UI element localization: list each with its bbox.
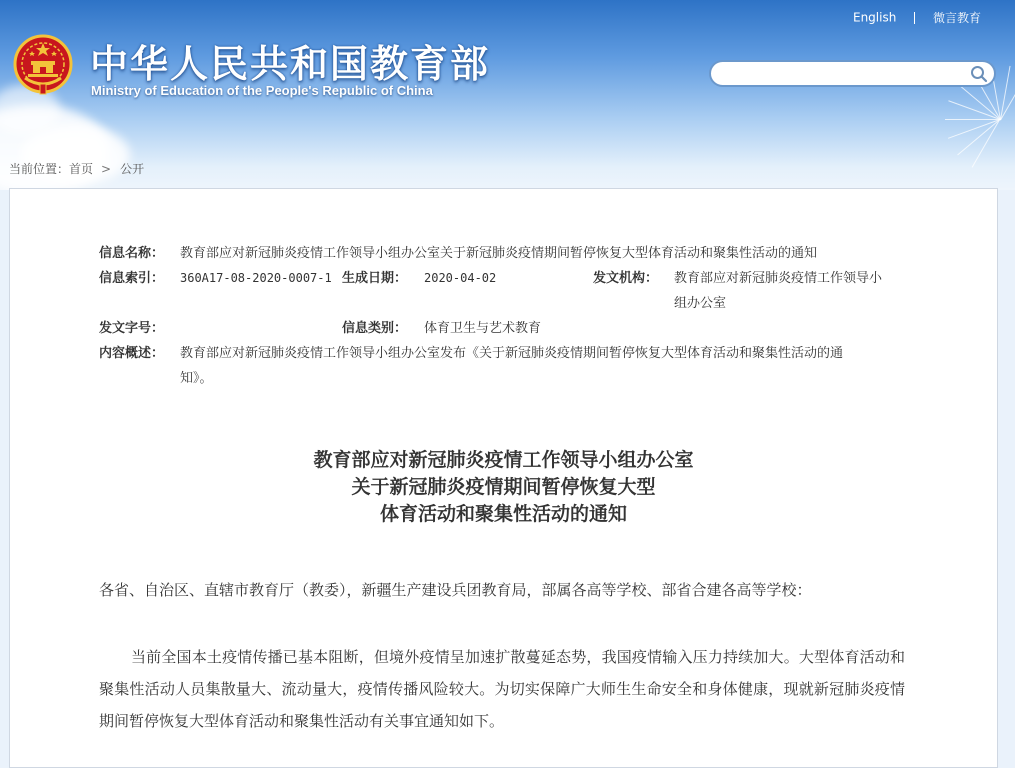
category-value: 体育卫生与艺术教育 <box>424 321 542 336</box>
issuer-label: 发文机构： <box>593 271 659 286</box>
info-index-value: 360A17-08-2020-0007-1 <box>180 271 332 285</box>
top-links <box>853 9 981 26</box>
info-index-label: 信息索引： <box>99 271 165 286</box>
national-emblem-icon[interactable] <box>13 34 73 96</box>
breadcrumb-home-link[interactable]: 首页 <box>69 162 94 176</box>
document-paragraph: 当前全国本土疫情传播已基本阻断，但境外疫情呈加速扩散蔓延态势，我国疫情输入压力持续加大。大型体育活动和聚集性活动人员集散量大、流动量大，疫情传播风险较大。为切实保障广大师生生命安全和身体健康，现就新冠肺炎疫情期间暂停恢复大型体育活动和聚集性活动有关事宜通知如下。 <box>99 648 905 730</box>
search-icon[interactable] <box>970 65 988 83</box>
issuer-value-line1: 教育部应对新冠肺炎疫情工作领导小 <box>674 271 883 286</box>
create-date-value: 2020-04-02 <box>424 271 497 285</box>
breadcrumb <box>9 160 144 177</box>
info-name-label: 信息名称： <box>99 246 165 261</box>
document-title-line: 体育活动和聚集性活动的通知 <box>379 503 627 525</box>
content-card <box>9 188 998 768</box>
english-link[interactable]: English <box>852 10 897 25</box>
summary-value-line1: 教育部应对新冠肺炎疫情工作领导小组办公室发布《关于新冠肺炎疫情期间暂停恢复大型体育活动和聚集性活动的通 <box>180 346 844 361</box>
issuer-value-line2: 组办公室 <box>674 296 727 311</box>
category-label: 信息类别： <box>342 321 408 336</box>
document-salutation: 各省、自治区、直辖市教育厅（教委），新疆生产建设兵团教育局，部属各高等学校、部省合建各高等学校： <box>99 581 812 599</box>
search-box <box>709 60 996 87</box>
info-name-value: 教育部应对新冠肺炎疫情工作领导小组办公室关于新冠肺炎疫情期间暂停恢复大型体育活动和聚集性活动的通知 <box>180 246 818 261</box>
document-title <box>10 447 997 528</box>
summary-value-line2: 知》。 <box>180 371 213 386</box>
site-header <box>0 0 1015 190</box>
document-title-line: 教育部应对新冠肺炎疫情工作领导小组办公室 <box>313 449 694 471</box>
link-divider <box>914 12 915 24</box>
search-input[interactable] <box>723 65 967 85</box>
breadcrumb-separator: > <box>101 161 112 176</box>
summary-label: 内容概述： <box>99 346 165 361</box>
breadcrumb-current[interactable]: 公开 <box>120 162 145 176</box>
site-subtitle: Ministry of Education of the People's Republic of China <box>91 83 433 98</box>
doc-number-label: 发文字号： <box>99 321 165 336</box>
document-title-line: 关于新冠肺炎疫情期间暂停恢复大型 <box>351 476 656 498</box>
breadcrumb-prefix: 当前位置： <box>9 162 70 176</box>
create-date-label: 生成日期： <box>342 271 408 286</box>
weibo-link[interactable]: 微言教育 <box>932 11 981 25</box>
site-title: 中华人民共和国教育部 <box>90 42 491 86</box>
